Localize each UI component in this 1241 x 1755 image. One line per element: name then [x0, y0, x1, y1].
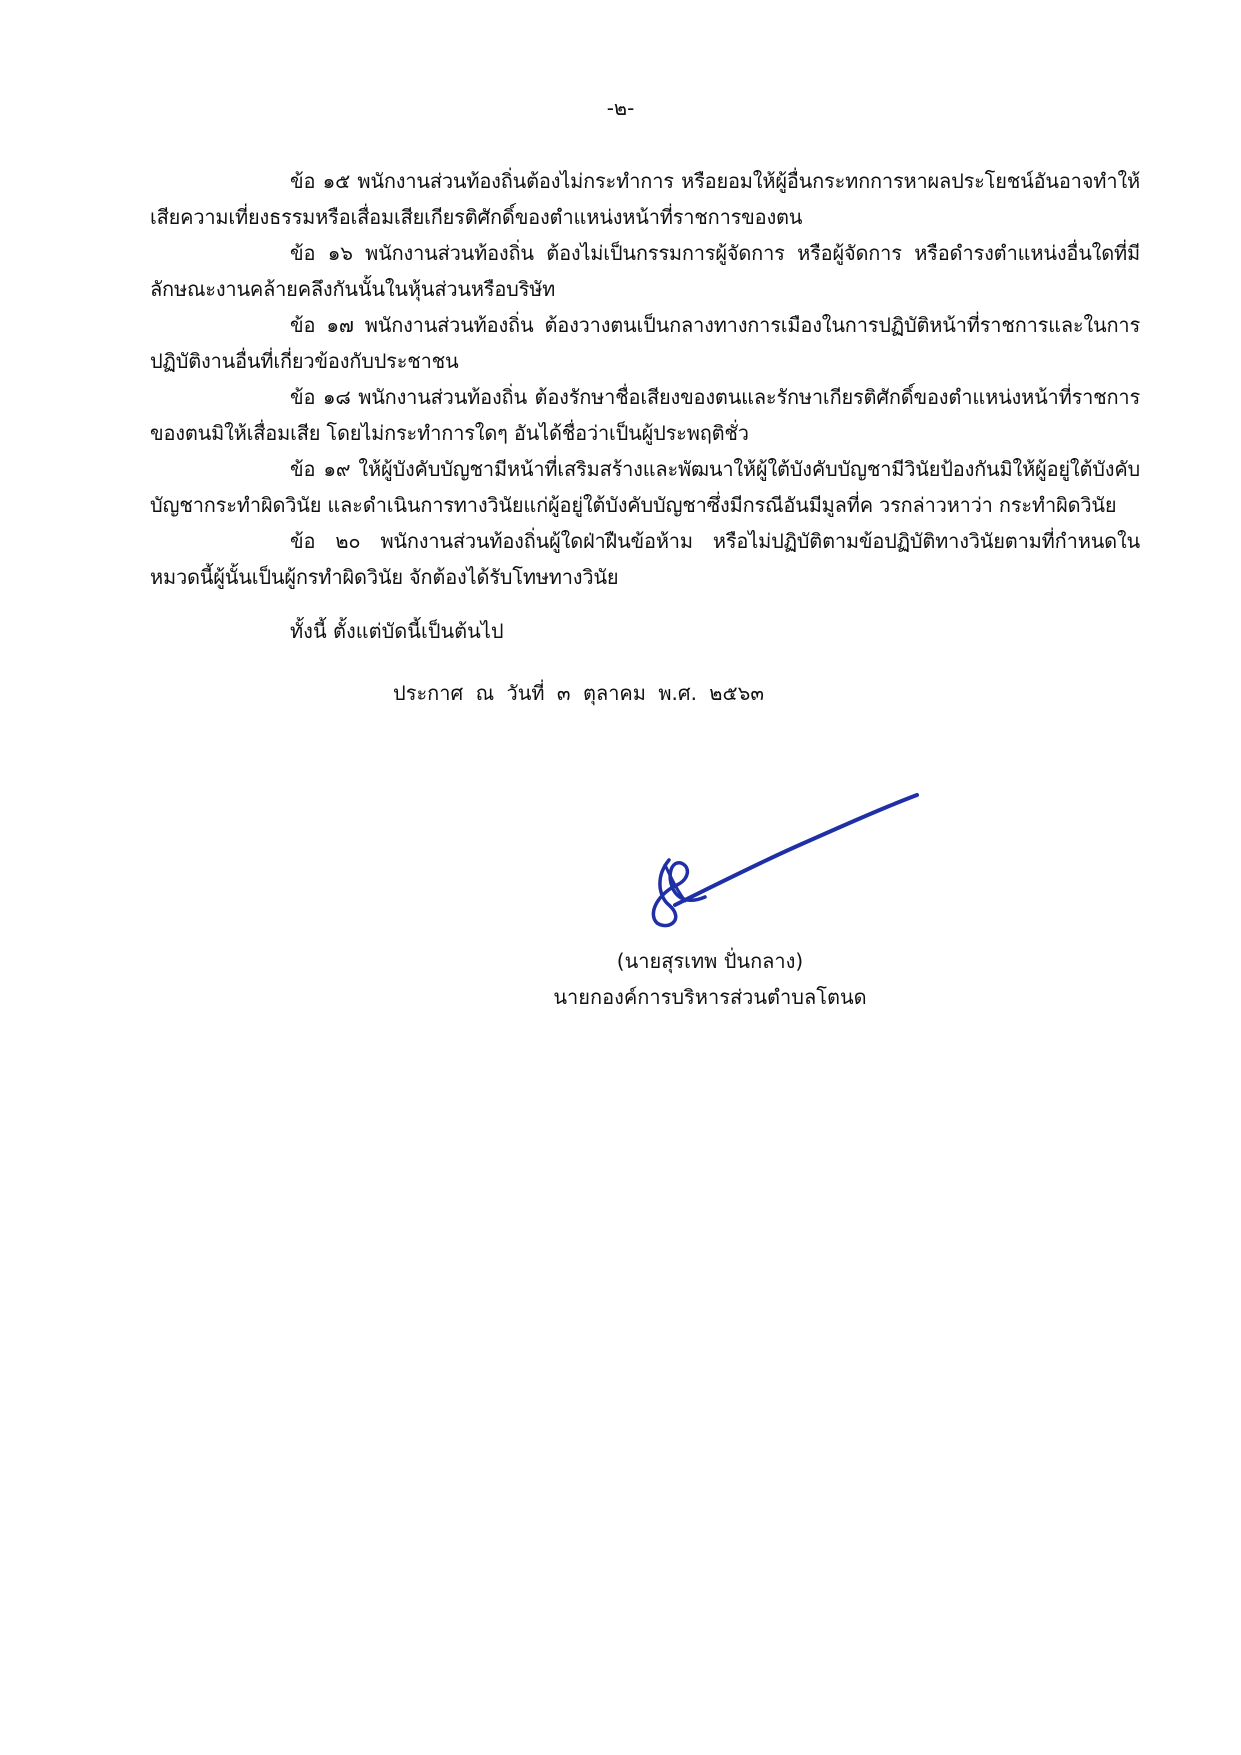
- signature-long-stroke: [675, 795, 917, 905]
- clause-19: ข้อ ๑๙ ให้ผู้บังคับบัญชามีหน้าที่เสริมสร้างและพัฒนาให้ผู้ใต้บังคับบัญชามีวินัยป้องกันมิให้ผู้อยู่ใต้บังคับบัญชากระทำผิดวินัย และดำเนินการทางวินัยแก่ผู้อยู่ใต้บังคับบัญชาซึ่งมีกรณีอันมีมูลที่ค วรกล่าวหาว่า กระทำผิดวินัย: [150, 457, 1140, 517]
- clause-15: ข้อ ๑๕ พนักงานส่วนท้องถิ่นต้องไม่กระทำการ หรือยอมให้ผู้อื่นกระทกการหาผลประโยชน์อันอาจทำให้เสียความเที่ยงธรรมหรือเสื่อมเสียเกียรติศักดิ์ของตำแหน่งหน้าที่ราชการของตน: [150, 169, 1140, 229]
- signer-name: (นายสุรเทพ ปั่นกลาง): [616, 949, 804, 973]
- clause-16: ข้อ ๑๖ พนักงานส่วนท้องถิ่น ต้องไม่เป็นกรรมการผู้จัดการ หรือผู้จัดการ หรือดำรงตำแหน่งอื่นใดที่มีลักษณะงานคล้ายคลึงกันนั้นในหุ้นส่วนหรือบริษัท: [150, 241, 1140, 301]
- clause-17: ข้อ ๑๗ พนักงานส่วนท้องถิ่น ต้องวางตนเป็นกลางทางการเมืองในการปฏิบัติหน้าที่ราชการและในการ ปฏิบัติงานอื่นที่เกี่ยวข้องกับประชาชน: [150, 313, 1140, 373]
- closing-statement: ทั้งนี้ ตั้งแต่บัดนี้เป็นต้นไป: [290, 619, 504, 643]
- clause-20: ข้อ ๒๐ พนักงานส่วนท้องถิ่นผู้ใดฝ่าฝืนข้อห้าม หรือไม่ปฏิบัติตามข้อปฏิบัติทางวินัยตามที่กำหนดในหมวดนี้ผู้นั้นเป็นผู้กรทำผิดวินัย จักต้องได้รับโทษทางวินัย: [150, 529, 1140, 589]
- signer-block: [440, 943, 980, 1015]
- announcement-date: ประกาศ ณ วันที่ ๓ ตุลาคม พ.ศ. ๒๕๖๓: [393, 681, 764, 705]
- clause-18: ข้อ ๑๘ พนักงานส่วนท้องถิ่น ต้องรักษาชื่อเสียงของตนและรักษาเกียรติศักดิ์ของตำแหน่งหน้าที่ราชการของตนมิให้เสื่อมเสีย โดยไม่กระทำการใดๆ อันได้ชื่อว่าเป็นผู้ประพฤติชั่ว: [150, 385, 1140, 445]
- signer-position: นายกองค์การบริหารส่วนตำบลโตนด: [553, 985, 867, 1009]
- document-body: [150, 163, 1140, 711]
- handwritten-signature: [645, 785, 920, 930]
- page-number: -๒-: [606, 96, 635, 120]
